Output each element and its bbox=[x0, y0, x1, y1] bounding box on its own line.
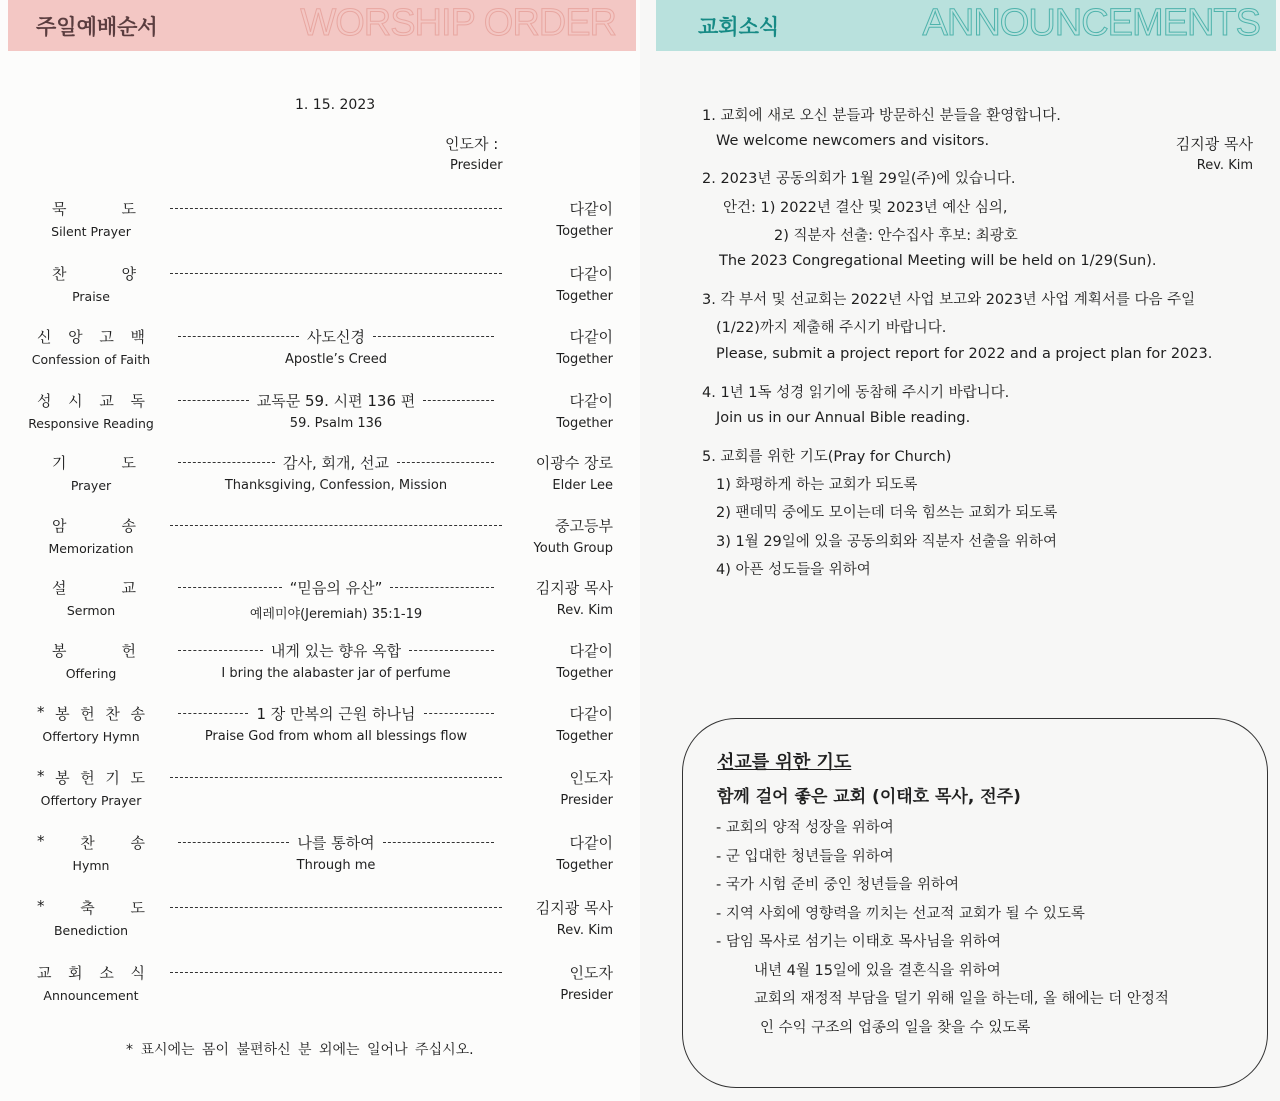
order-center-en: Through me bbox=[296, 858, 376, 873]
order-center-en: 59. Psalm 136 bbox=[289, 416, 383, 431]
order-item-en: Confession of Faith bbox=[31, 352, 151, 367]
order-item-ko: * 봉 헌 찬 송 bbox=[37, 703, 145, 723]
order-leader-en: Together bbox=[556, 729, 613, 744]
order-item-ko: 묵 도 bbox=[52, 200, 136, 218]
presider-name-ko: 김지광 목사 bbox=[1175, 135, 1253, 153]
order-item-en: Memorization bbox=[48, 541, 134, 556]
announcement-line: The 2023 Congregational Meeting will be held on 1/29(Sun). bbox=[719, 253, 1157, 269]
order-center-ko: 사도신경 bbox=[170, 326, 502, 347]
presider-label-en: Presider bbox=[450, 158, 503, 173]
order-item-ko: 교 회 소 식 bbox=[37, 964, 145, 982]
order-item-en: Offertory Prayer bbox=[40, 793, 142, 808]
order-leader-ko: 이광수 장로 bbox=[535, 454, 613, 472]
order-row bbox=[0, 515, 640, 571]
order-leader-ko: 김지광 목사 bbox=[535, 579, 613, 597]
order-center-ko: 나를 통하여 bbox=[170, 832, 502, 853]
order-row bbox=[0, 962, 640, 1018]
order-item-ko: 신 앙 고 백 bbox=[37, 328, 145, 346]
announcement-line: 3) 1월 29일에 있을 공동의회와 직분자 선출을 위하여 bbox=[716, 534, 1057, 550]
order-row bbox=[0, 577, 640, 633]
announcement-line: 2) 팬데믹 중에도 모이는데 더욱 힘쓰는 교회가 되도록 bbox=[716, 505, 1058, 521]
presider-label-ko: 인도자 : bbox=[445, 135, 499, 153]
order-item-ko: * 찬 송 bbox=[37, 832, 145, 852]
dashed-leader-line bbox=[170, 273, 502, 274]
order-leader-en: Elder Lee bbox=[552, 478, 613, 493]
mission-prayer-item: 교회의 재정적 부담을 덜기 위해 일을 하는데, 올 해에는 더 안정적 bbox=[754, 991, 1169, 1007]
order-leader-en: Rev. Kim bbox=[556, 923, 613, 938]
order-leader-en: Together bbox=[556, 352, 613, 367]
announcement-line: (1/22)까지 제출해 주시기 바랍니다. bbox=[716, 320, 947, 336]
announcement-line: 안건: 1) 2022년 결산 및 2023년 예산 심의, bbox=[723, 200, 1008, 216]
order-row bbox=[0, 198, 640, 254]
order-leader-en: Rev. Kim bbox=[556, 603, 613, 618]
order-item-ko: 암 송 bbox=[52, 517, 136, 535]
mission-prayer-item: - 지역 사회에 영향력을 끼치는 선교적 교회가 될 수 있도록 bbox=[716, 906, 1085, 922]
announcement-line: 3. 각 부서 및 선교회는 2022년 사업 보고와 2023년 사업 계획서를 다음 주일 bbox=[702, 292, 1196, 308]
worship-order-title-ko: 주일예배순서 bbox=[36, 15, 158, 39]
order-center-en: Praise God from whom all blessings flow bbox=[204, 729, 468, 744]
announcement-line: Please, submit a project report for 2022 and a project plan for 2023. bbox=[716, 346, 1213, 362]
announcements-title-en: ANNOUNCEMENTS bbox=[922, 2, 1260, 44]
order-item-en: Sermon bbox=[66, 603, 116, 618]
order-item-en: Silent Prayer bbox=[51, 224, 131, 239]
mission-prayer-item: - 군 입대한 청년들을 위하여 bbox=[716, 849, 894, 865]
order-leader-ko: 다같이 bbox=[569, 705, 613, 723]
service-date: 1. 15. 2023 bbox=[295, 97, 376, 113]
announcement-line: 4. 1년 1독 성경 읽기에 동참해 주시기 바랍니다. bbox=[702, 385, 1010, 401]
order-item-en: Offering bbox=[65, 666, 117, 681]
order-leader-en: Youth Group bbox=[533, 541, 613, 556]
dashed-leader-line bbox=[170, 777, 502, 778]
announcement-line: 2. 2023년 공동의회가 1월 29일(주)에 있습니다. bbox=[702, 171, 1016, 187]
order-center-ko: 감사, 회개, 선교 bbox=[170, 452, 502, 473]
order-row bbox=[0, 703, 640, 759]
order-row bbox=[0, 263, 640, 319]
order-item-en: Responsive Reading bbox=[28, 416, 154, 431]
dashed-leader-line bbox=[170, 972, 502, 973]
order-item-ko: 기 도 bbox=[52, 454, 136, 472]
order-item-ko: 봉 헌 bbox=[52, 642, 136, 660]
dashed-leader-line bbox=[170, 208, 502, 209]
announcements-title-ko: 교회소식 bbox=[698, 15, 780, 39]
order-item-ko: * 축 도 bbox=[37, 897, 145, 917]
order-center-ko: 1 장 만복의 근원 하나님 bbox=[170, 703, 502, 724]
announcement-line: We welcome newcomers and visitors. bbox=[716, 133, 990, 149]
presider-name-en: Rev. Kim bbox=[1196, 158, 1253, 173]
announcements-header bbox=[656, 0, 1276, 51]
order-leader-ko: 중고등부 bbox=[555, 517, 613, 535]
order-center-ko: “믿음의 유산” bbox=[170, 577, 502, 598]
order-center-en: Thanksgiving, Confession, Mission bbox=[224, 478, 448, 493]
order-leader-ko: 다같이 bbox=[569, 265, 613, 283]
order-center-ko: 내게 있는 향유 옥합 bbox=[170, 640, 502, 661]
announcement-line: 1) 화평하게 하는 교회가 되도록 bbox=[716, 477, 918, 493]
order-row bbox=[0, 832, 640, 888]
order-center-en: Apostle’s Creed bbox=[284, 352, 387, 367]
mission-prayer-item: - 교회의 양적 성장을 위하여 bbox=[716, 820, 894, 836]
order-leader-ko: 다같이 bbox=[569, 392, 613, 410]
mission-prayer-item: - 담임 목사로 섬기는 이태호 목사님을 위하여 bbox=[716, 934, 1002, 950]
order-item-ko: 성 시 교 독 bbox=[37, 392, 145, 410]
dashed-leader-line bbox=[170, 907, 502, 908]
order-item-en: Praise bbox=[72, 289, 110, 304]
order-leader-ko: 김지광 목사 bbox=[535, 899, 613, 917]
order-leader-en: Together bbox=[556, 289, 613, 304]
mission-prayer-item: 인 수익 구조의 업종의 일을 찾을 수 있도록 bbox=[760, 1020, 1031, 1036]
order-item-ko: * 봉 헌 기 도 bbox=[37, 767, 145, 787]
order-item-en: Offertory Hymn bbox=[42, 729, 140, 744]
order-item-en: Prayer bbox=[70, 478, 112, 493]
order-leader-ko: 다같이 bbox=[569, 642, 613, 660]
order-leader-en: Together bbox=[556, 666, 613, 681]
order-leader-en: Presider bbox=[560, 988, 613, 1003]
order-center-ko: 교독문 59. 시편 136 편 bbox=[170, 390, 502, 411]
dashed-leader-line bbox=[170, 525, 502, 526]
announcement-line: 1. 교회에 새로 오신 분들과 방문하신 분들을 환영합니다. bbox=[702, 108, 1061, 124]
announcement-line: Join us in our Annual Bible reading. bbox=[716, 410, 971, 426]
order-leader-ko: 인도자 bbox=[569, 964, 613, 982]
order-leader-en: Presider bbox=[560, 793, 613, 808]
worship-order-title-en: WORSHIP ORDER bbox=[300, 2, 616, 44]
order-leader-ko: 다같이 bbox=[569, 328, 613, 346]
order-item-ko: 찬 양 bbox=[52, 265, 136, 283]
order-row bbox=[0, 390, 640, 446]
order-item-en: Hymn bbox=[72, 858, 110, 873]
worship-order-header bbox=[8, 0, 636, 51]
order-item-en: Benediction bbox=[53, 923, 129, 938]
announcement-line: 5. 교회를 위한 기도(Pray for Church) bbox=[702, 449, 952, 465]
mission-prayer-item: 내년 4월 15일에 있을 결혼식을 위하여 bbox=[754, 963, 1001, 979]
order-row bbox=[0, 767, 640, 823]
order-row bbox=[0, 897, 640, 953]
order-leader-ko: 인도자 bbox=[569, 769, 613, 787]
order-item-en: Announcement bbox=[43, 988, 139, 1003]
mission-prayer-item: - 국가 시험 준비 중인 청년들을 위하여 bbox=[716, 877, 959, 893]
order-leader-en: Together bbox=[556, 858, 613, 873]
order-center-en: 예레미야(Jeremiah) 35:1-19 bbox=[249, 607, 423, 622]
standing-footnote: * 표시에는 몸이 불편하신 분 외에는 일어나 주십시오. bbox=[126, 1042, 474, 1058]
order-leader-en: Together bbox=[556, 224, 613, 239]
mission-prayer-title: 선교를 위한 기도 bbox=[717, 752, 852, 773]
order-leader-ko: 다같이 bbox=[569, 834, 613, 852]
announcement-line: 2) 직분자 선출: 안수집사 후보: 최광호 bbox=[774, 228, 1018, 244]
mission-church-name: 함께 걸어 좋은 교회 (이태호 목사, 전주) bbox=[717, 787, 1021, 807]
order-item-ko: 설 교 bbox=[52, 579, 136, 597]
order-row bbox=[0, 640, 640, 696]
order-row bbox=[0, 326, 640, 382]
order-leader-ko: 다같이 bbox=[569, 200, 613, 218]
order-center-en: I bring the alabaster jar of perfume bbox=[221, 666, 451, 681]
announcement-line: 4) 아픈 성도들을 위하여 bbox=[716, 562, 871, 578]
order-leader-en: Together bbox=[556, 416, 613, 431]
order-row bbox=[0, 452, 640, 508]
